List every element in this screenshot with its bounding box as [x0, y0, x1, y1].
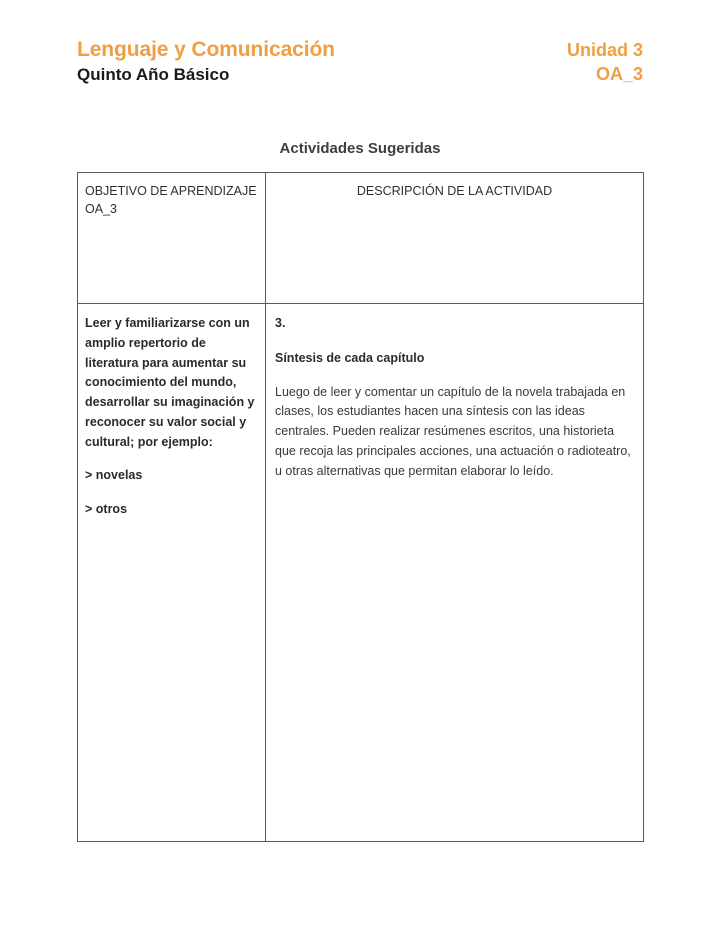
activities-table: [77, 172, 644, 842]
subject-title: Lenguaje y Comunicación: [77, 38, 335, 61]
activity-number: 3.: [275, 316, 286, 331]
document-header: [77, 38, 643, 85]
oa-code-label: OA_3: [595, 64, 643, 84]
header-row-primary: [77, 38, 643, 62]
column-header-description: DESCRIPCIÓN DE LA ACTIVIDAD: [266, 173, 644, 304]
table-row: [78, 304, 644, 842]
section-title: Actividades Sugeridas: [279, 140, 441, 157]
objective-bullet-otros: > otros: [85, 502, 128, 517]
objective-cell: [78, 304, 266, 842]
header-row-secondary: [77, 64, 643, 85]
unit-label: Unidad 3: [566, 40, 643, 60]
table-header-row: [78, 173, 644, 304]
description-cell: [266, 304, 644, 842]
column-header-objective: OBJETIVO DE APRENDIZAJE OA_3: [78, 173, 266, 304]
objective-bullet-novelas: > novelas: [85, 468, 143, 483]
objective-text: Leer y familiarizarse con un amplio repertorio de literatura para aumentar su conocimiento del mundo, desarrollar su imaginación y reconocer su valor social y cultural; por ejemplo:: [85, 316, 255, 449]
activity-body-text: Luego de leer y comentar un capítulo de la novela trabajada en clases, los estudiantes hacen una síntesis con las ideas centrales. Pueden realizar resúmenes escritos, una historieta que recoja las principales acciones, una actuación o radioteatro, u otras alternativas que permitan elaborar lo leído.: [275, 384, 631, 478]
activity-subtitle: Síntesis de cada capítulo: [275, 350, 425, 365]
grade-title: Quinto Año Básico: [77, 65, 230, 84]
